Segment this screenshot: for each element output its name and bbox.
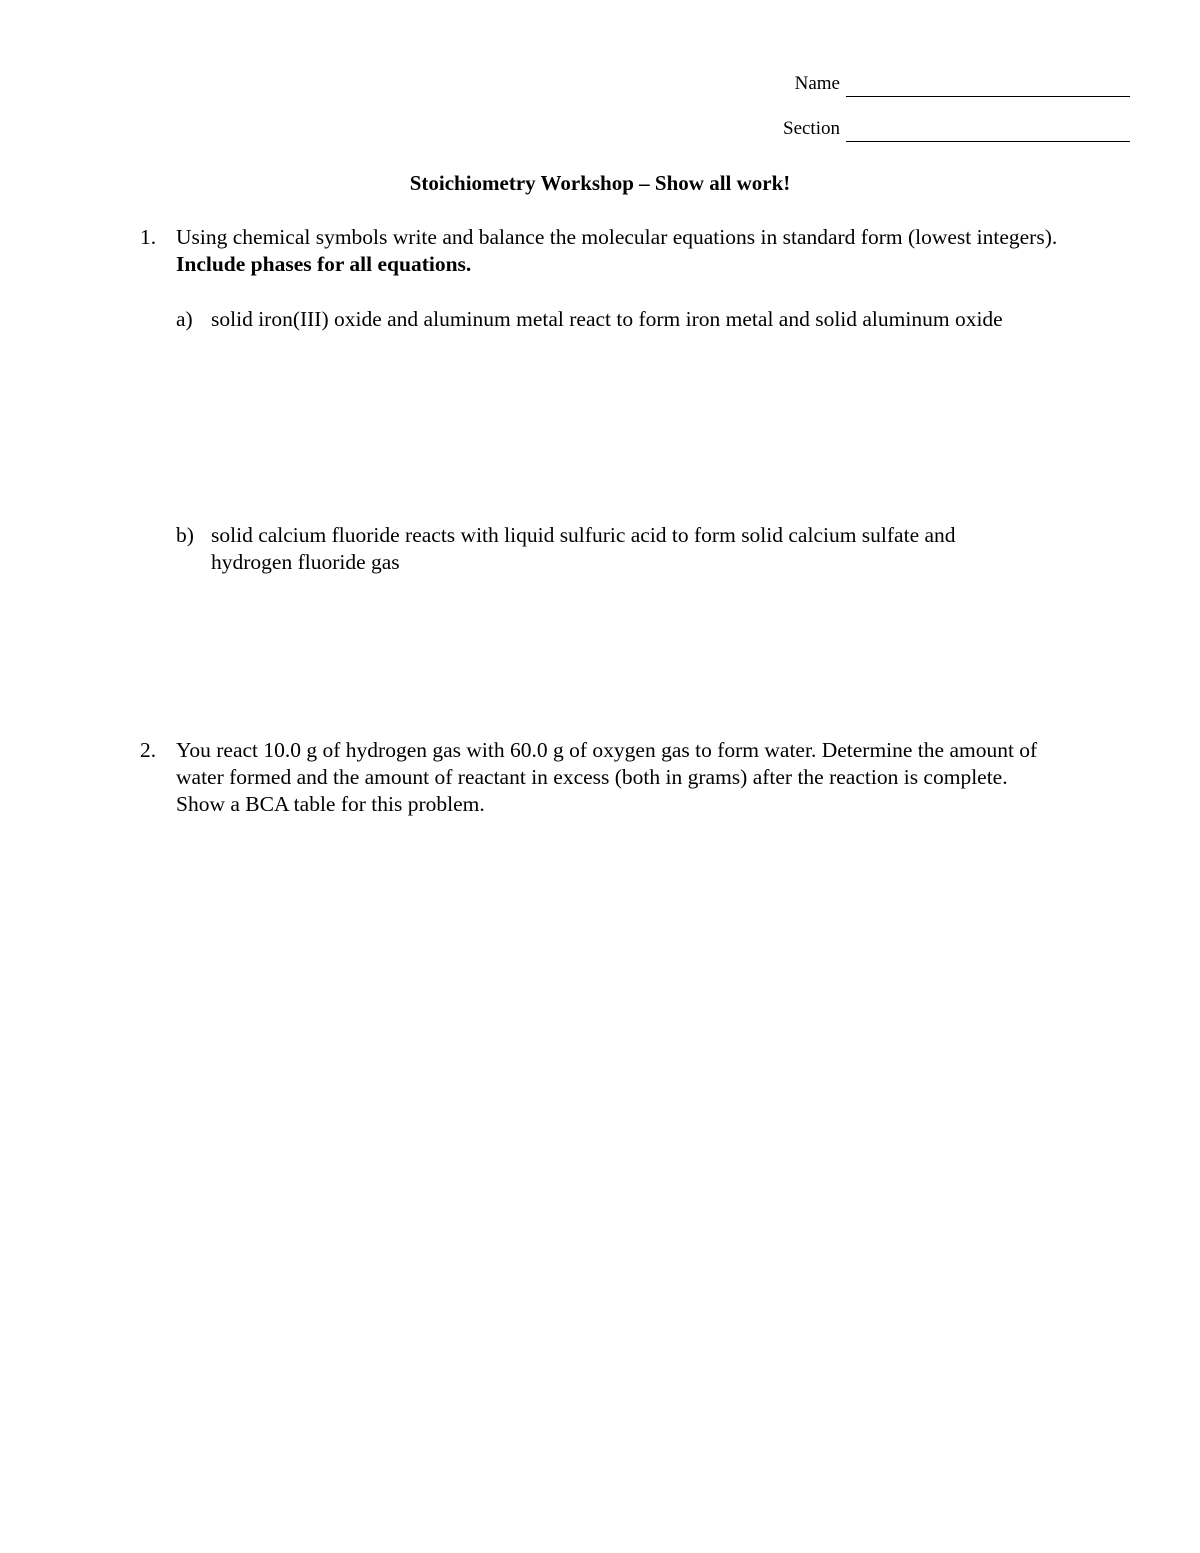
part-a-text: solid iron(III) oxide and aluminum metal react to form iron metal and solid aluminum oxide — [211, 307, 1003, 331]
question-1-number: 1. — [140, 225, 157, 249]
question-1-emphasis: Include phases for all equations. — [176, 252, 472, 276]
name-label: Name — [794, 73, 840, 94]
name-field-row — [700, 70, 1130, 97]
question-1-text — [176, 224, 1076, 278]
section-blank-line — [846, 117, 1130, 142]
part-b-text: solid calcium fluoride reacts with liquid sulfuric acid to form solid calcium sulfate and hydrogen fluoride gas — [211, 523, 956, 574]
part-a-label: a) — [176, 307, 193, 331]
question-2-number: 2. — [140, 738, 157, 762]
question-2-text: You react 10.0 g of hydrogen gas with 60.0 g of oxygen gas to form water. Determine the amount of water formed and the amount of reactant in excess (both in grams) after the reaction is complete. Show a BCA table for this problem. — [176, 738, 1038, 816]
section-field-row — [700, 115, 1130, 142]
name-blank-line — [846, 72, 1130, 97]
document-title: Stoichiometry Workshop – Show all work! — [409, 171, 791, 195]
part-b-label: b) — [176, 523, 194, 547]
section-label: Section — [783, 118, 840, 139]
question-1-instruction: Using chemical symbols write and balance the molecular equations in standard form (lowest integers). — [176, 225, 1058, 249]
